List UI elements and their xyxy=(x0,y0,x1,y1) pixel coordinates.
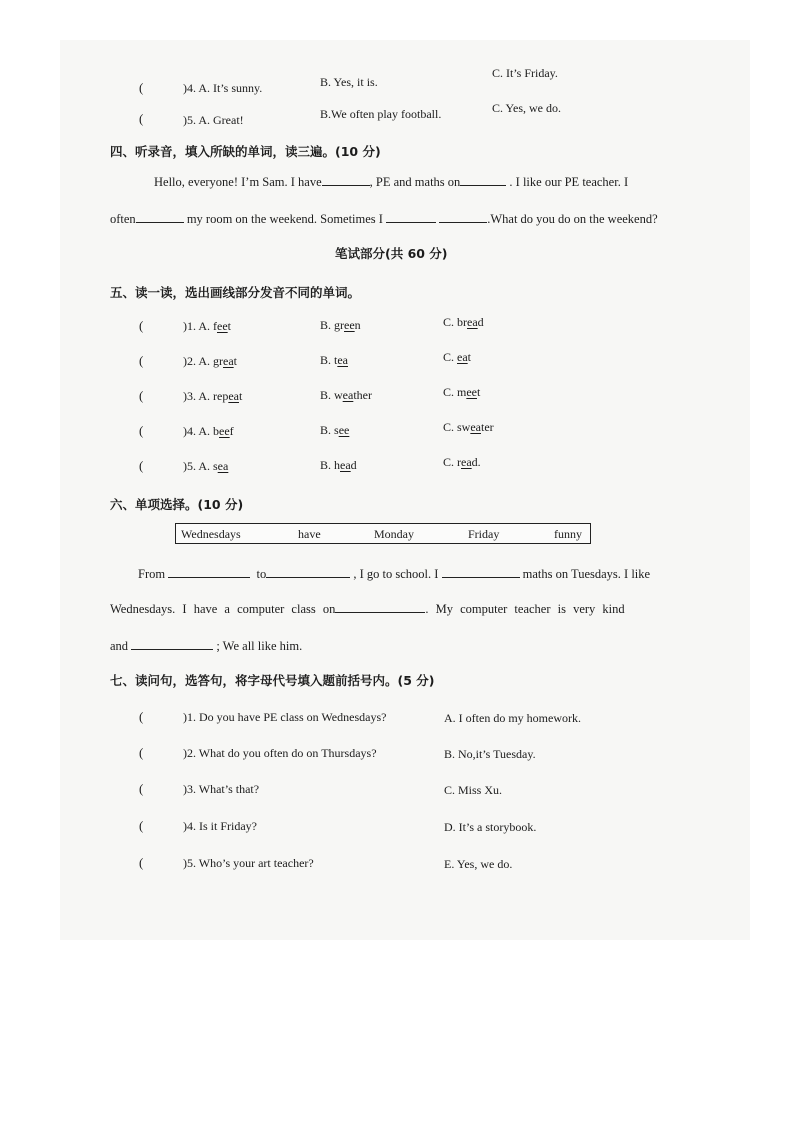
listening-q5-option-c: C. Yes, we do. xyxy=(492,101,562,115)
text: d xyxy=(477,315,484,329)
text: C. m xyxy=(443,385,467,399)
fill-blank[interactable] xyxy=(442,566,520,578)
word-bank xyxy=(175,523,591,544)
text: f xyxy=(213,319,217,333)
text: Wednesdays. I have a computer class on xyxy=(110,602,336,616)
section4-line1 xyxy=(154,174,628,190)
answer-paren: ( xyxy=(139,709,144,724)
answer-option: E. Yes, we do. xyxy=(444,857,513,871)
option-b xyxy=(320,458,357,473)
word-bank-word: funny xyxy=(554,527,582,541)
text: maths on Tuesdays. I like xyxy=(522,567,651,581)
answer-paren: ( xyxy=(139,80,144,95)
answer-paren: ( xyxy=(139,388,144,403)
fill-blank[interactable] xyxy=(335,601,425,613)
text: )3. A. xyxy=(183,389,213,403)
fill-blank[interactable] xyxy=(460,174,506,186)
underlined-letters: ea xyxy=(342,388,354,402)
option-b xyxy=(320,388,372,403)
section4-line2 xyxy=(110,211,658,227)
question-item: )3. What’s that? xyxy=(183,782,260,796)
option-a xyxy=(183,354,237,369)
answer-paren: ( xyxy=(139,781,144,796)
section5-heading: 五、读一读，选出画线部分发音不同的单词。 xyxy=(110,285,361,300)
text: t xyxy=(238,389,243,403)
text: rep xyxy=(213,389,229,403)
option-c xyxy=(443,420,494,435)
text: )5. A. xyxy=(183,459,213,473)
underlined-letters: ea xyxy=(228,389,239,403)
word-bank-word: Wednesdays xyxy=(181,527,241,541)
text: t xyxy=(467,350,472,364)
text: to xyxy=(256,567,267,581)
section6-line2 xyxy=(110,601,625,617)
text: gr xyxy=(213,354,223,368)
option-c xyxy=(443,315,484,330)
text: C. r xyxy=(443,455,461,469)
text: b xyxy=(213,424,219,438)
underlined-letters: ea xyxy=(340,458,351,472)
fill-blank[interactable] xyxy=(386,211,436,223)
option-a xyxy=(183,459,228,474)
fill-blank[interactable] xyxy=(266,566,350,578)
section6-line3 xyxy=(110,638,302,654)
word-bank-word: Monday xyxy=(374,527,414,541)
text: and xyxy=(110,639,129,653)
text: )1. A. xyxy=(183,319,213,333)
option-c xyxy=(443,385,480,400)
word-bank-word: Friday xyxy=(468,527,500,541)
answer-paren: ( xyxy=(139,458,144,473)
underlined-letters: ea xyxy=(217,459,229,473)
fill-blank[interactable] xyxy=(322,174,370,186)
text: my room on the weekend. Sometimes I xyxy=(186,212,383,226)
answer-paren: ( xyxy=(139,855,144,870)
underlined-letters: ea xyxy=(461,455,472,469)
section6-heading: 六、单项选择。(10 分) xyxy=(110,497,244,512)
underlined-letters: ea xyxy=(457,350,468,364)
section7-heading: 七、读问句，选答句，将字母代号填入题前括号内。(5 分) xyxy=(110,673,435,688)
question-item: )5. Who’s your art teacher? xyxy=(183,856,314,870)
text: n xyxy=(354,318,361,332)
listening-q5-option-a: )5. A. Great! xyxy=(183,113,244,127)
answer-option: B. No,it’s Tuesday. xyxy=(444,747,536,761)
listening-q5-option-b: B.We often play football. xyxy=(320,107,442,121)
option-c xyxy=(443,455,481,470)
text: d. xyxy=(471,455,481,469)
text: C. sw xyxy=(443,420,471,434)
underlined-letters: ea xyxy=(470,420,481,434)
text: C. br xyxy=(443,315,467,329)
section6-line1 xyxy=(138,566,650,582)
option-a xyxy=(183,424,234,439)
option-c xyxy=(443,350,471,365)
answer-option: A. I often do my homework. xyxy=(444,711,581,725)
underlined-letters: ee xyxy=(219,424,230,438)
text: B. w xyxy=(320,388,343,402)
underlined-letters: ee xyxy=(466,385,477,399)
text: t xyxy=(227,319,231,333)
text: t xyxy=(477,385,481,399)
underlined-letters: ea xyxy=(337,353,348,367)
underlined-letters: ea xyxy=(223,354,234,368)
answer-option: D. It’s a storybook. xyxy=(444,820,537,834)
text: C. xyxy=(443,350,458,364)
question-item: )1. Do you have PE class on Wednesdays? xyxy=(183,710,387,724)
option-b xyxy=(320,353,348,368)
text: , I go to school. I xyxy=(353,567,439,581)
listening-q4-option-a: )4. A. It’s sunny. xyxy=(183,81,263,95)
text: . My computer teacher is very kind xyxy=(425,602,625,616)
text: B. s xyxy=(320,423,339,437)
text: ther xyxy=(353,388,372,402)
fill-blank[interactable] xyxy=(131,638,213,650)
text: , PE and maths on xyxy=(369,175,461,189)
text: d xyxy=(350,458,357,472)
answer-paren: ( xyxy=(139,818,144,833)
underlined-letters: ee xyxy=(344,318,355,332)
answer-paren: ( xyxy=(139,745,144,760)
written-part-title: 笔试部分(共 60 分) xyxy=(335,246,448,261)
underlined-letters: ee xyxy=(217,319,228,333)
option-b xyxy=(320,423,349,438)
text: . I like our PE teacher. I xyxy=(509,175,629,189)
text: From xyxy=(138,567,166,581)
answer-paren: ( xyxy=(139,111,144,126)
text: s xyxy=(213,459,218,473)
text: B. gr xyxy=(320,318,344,332)
option-a xyxy=(183,389,242,404)
text: .What do you do on the weekend? xyxy=(487,212,658,226)
listening-q4-option-b: B. Yes, it is. xyxy=(320,75,378,89)
question-item: )4. Is it Friday? xyxy=(183,819,257,833)
fill-blank[interactable] xyxy=(168,566,250,578)
text: B. h xyxy=(320,458,341,472)
option-a xyxy=(183,319,231,334)
underlined-letters: ea xyxy=(467,315,478,329)
option-b xyxy=(320,318,361,333)
text: t xyxy=(233,354,237,368)
answer-paren: ( xyxy=(139,353,144,368)
answer-paren: ( xyxy=(139,423,144,438)
word-bank-word: have xyxy=(298,527,321,541)
text: B. t xyxy=(320,353,338,367)
text: )4. A. xyxy=(183,424,213,438)
section4-heading: 四、听录音，填入所缺的单词，读三遍。(10 分) xyxy=(110,144,381,159)
text: often xyxy=(110,212,136,226)
listening-q4-option-c: C. It’s Friday. xyxy=(492,66,558,80)
text: Hello, everyone! I’m Sam. I have xyxy=(154,175,322,189)
text: ; We all like him. xyxy=(216,639,303,653)
fill-blank[interactable] xyxy=(136,211,184,223)
text: )2. A. xyxy=(183,354,213,368)
underlined-letters: ee xyxy=(338,423,350,437)
text: ter xyxy=(481,420,494,434)
question-item: )2. What do you often do on Thursdays? xyxy=(183,746,377,760)
answer-option: C. Miss Xu. xyxy=(444,783,503,797)
text: f xyxy=(229,424,234,438)
fill-blank[interactable] xyxy=(439,211,487,223)
answer-paren: ( xyxy=(139,318,144,333)
